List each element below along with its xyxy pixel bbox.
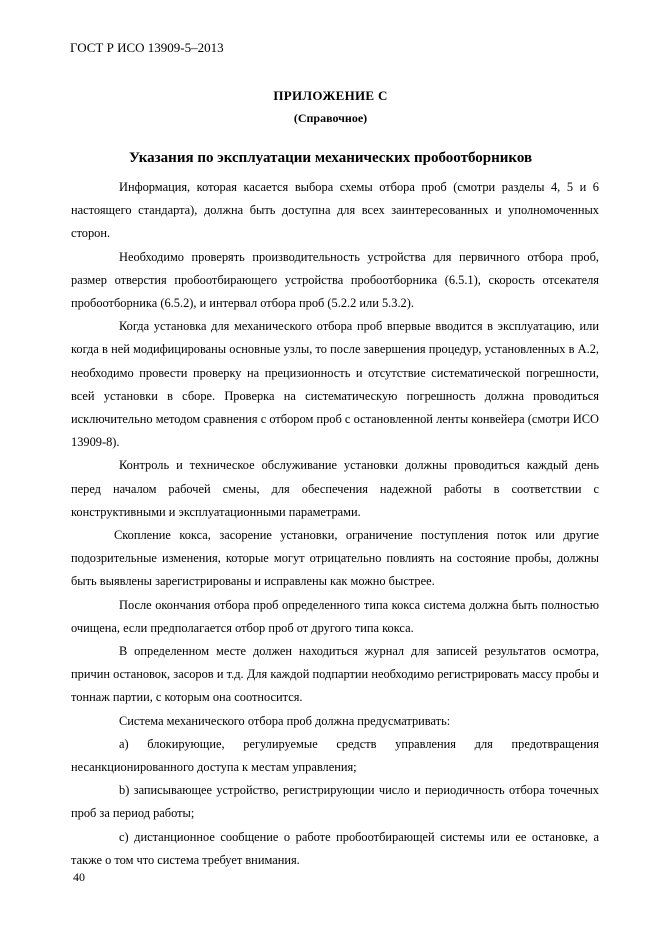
appendix-subtitle: (Справочное) (293, 111, 368, 125)
section-title: Указания по эксплуатации механических пробоотборников (128, 150, 533, 166)
list-item-c: с) дистанционное сообщение о работе пробоотбирающей системы или ее остановке, а также о том что система требует внимания. (71, 829, 599, 867)
paragraph-6: После окончания отбора проб определенного типа кокса система должна быть полностью очищена, если предполагается отбор проб от другого типа кокса. (71, 597, 599, 635)
paragraph-2: Необходимо проверять производительность устройства для первичного отбора проб, размер отверстия пробоотбирающего устройства пробоотборника (6.5.1), скорость отсекателя пробоотборника (6.5.2), и интервал отбора проб (5.2.2 или 5.3.2). (71, 249, 599, 311)
paragraph-7: В определенном месте должен находиться журнал для записей результатов осмотра, причин остановок, засоров и т.д. Для каждой подпартии необходимо регистрировать массу пробы и тоннаж партии, с которым она соотносится. (71, 644, 599, 705)
list-item-b: b) записывающее устройство, регистрирующии число и периодичность отбора точечных проб за период работы; (71, 783, 599, 821)
page-number: 40 (73, 870, 85, 884)
paragraph-1: Информация, которая касается выбора схемы отбора проб (смотри разделы 4, 5 и 6 настоящего стандарта), должна быть доступна для всех заинтересованных и уполномоченных сторон. (71, 180, 599, 241)
appendix-title: ПРИЛОЖЕНИЕ С (273, 88, 388, 103)
paragraph-3: Когда установка для механического отбора проб впервые вводится в эксплуатацию, или когда в ней модифицированы основные узлы, то после завершения процедур, установленных в А.2, необходимо провести проверку на прецизионность и отсутствие систематической погрешности, всей установки в сборе. Проверка на систематическую погрешность должна проводиться исключительно методом сравнения с отбором проб с остановленной ленты конвейера (смотри ИСО 13909-8). (71, 319, 599, 450)
document-header: ГОСТ Р ИСО 13909-5–2013 (70, 40, 224, 55)
paragraph-5: Скопление кокса, засорение установки, ограничение поступления поток или другие подозрительные изменения, которые могут отрицательно повлиять на состояние пробы, должны быть выявлены зарегистрированы и исправлены как можно быстрее. (71, 528, 599, 589)
paragraph-4: Контроль и техническое обслуживание установки должны проводиться каждый день перед началом рабочей смены, для обеспечения надежной работы в соответствии с конструктивными и эксплуатационными параметрами. (71, 458, 599, 519)
paragraph-8: Система механического отбора проб должна предусматривать: (119, 713, 451, 728)
list-item-a: а) блокирующие, регулируемые средств управления для предотвращения несанкционированного доступа к местам управления; (71, 736, 599, 775)
body-text (71, 176, 599, 872)
